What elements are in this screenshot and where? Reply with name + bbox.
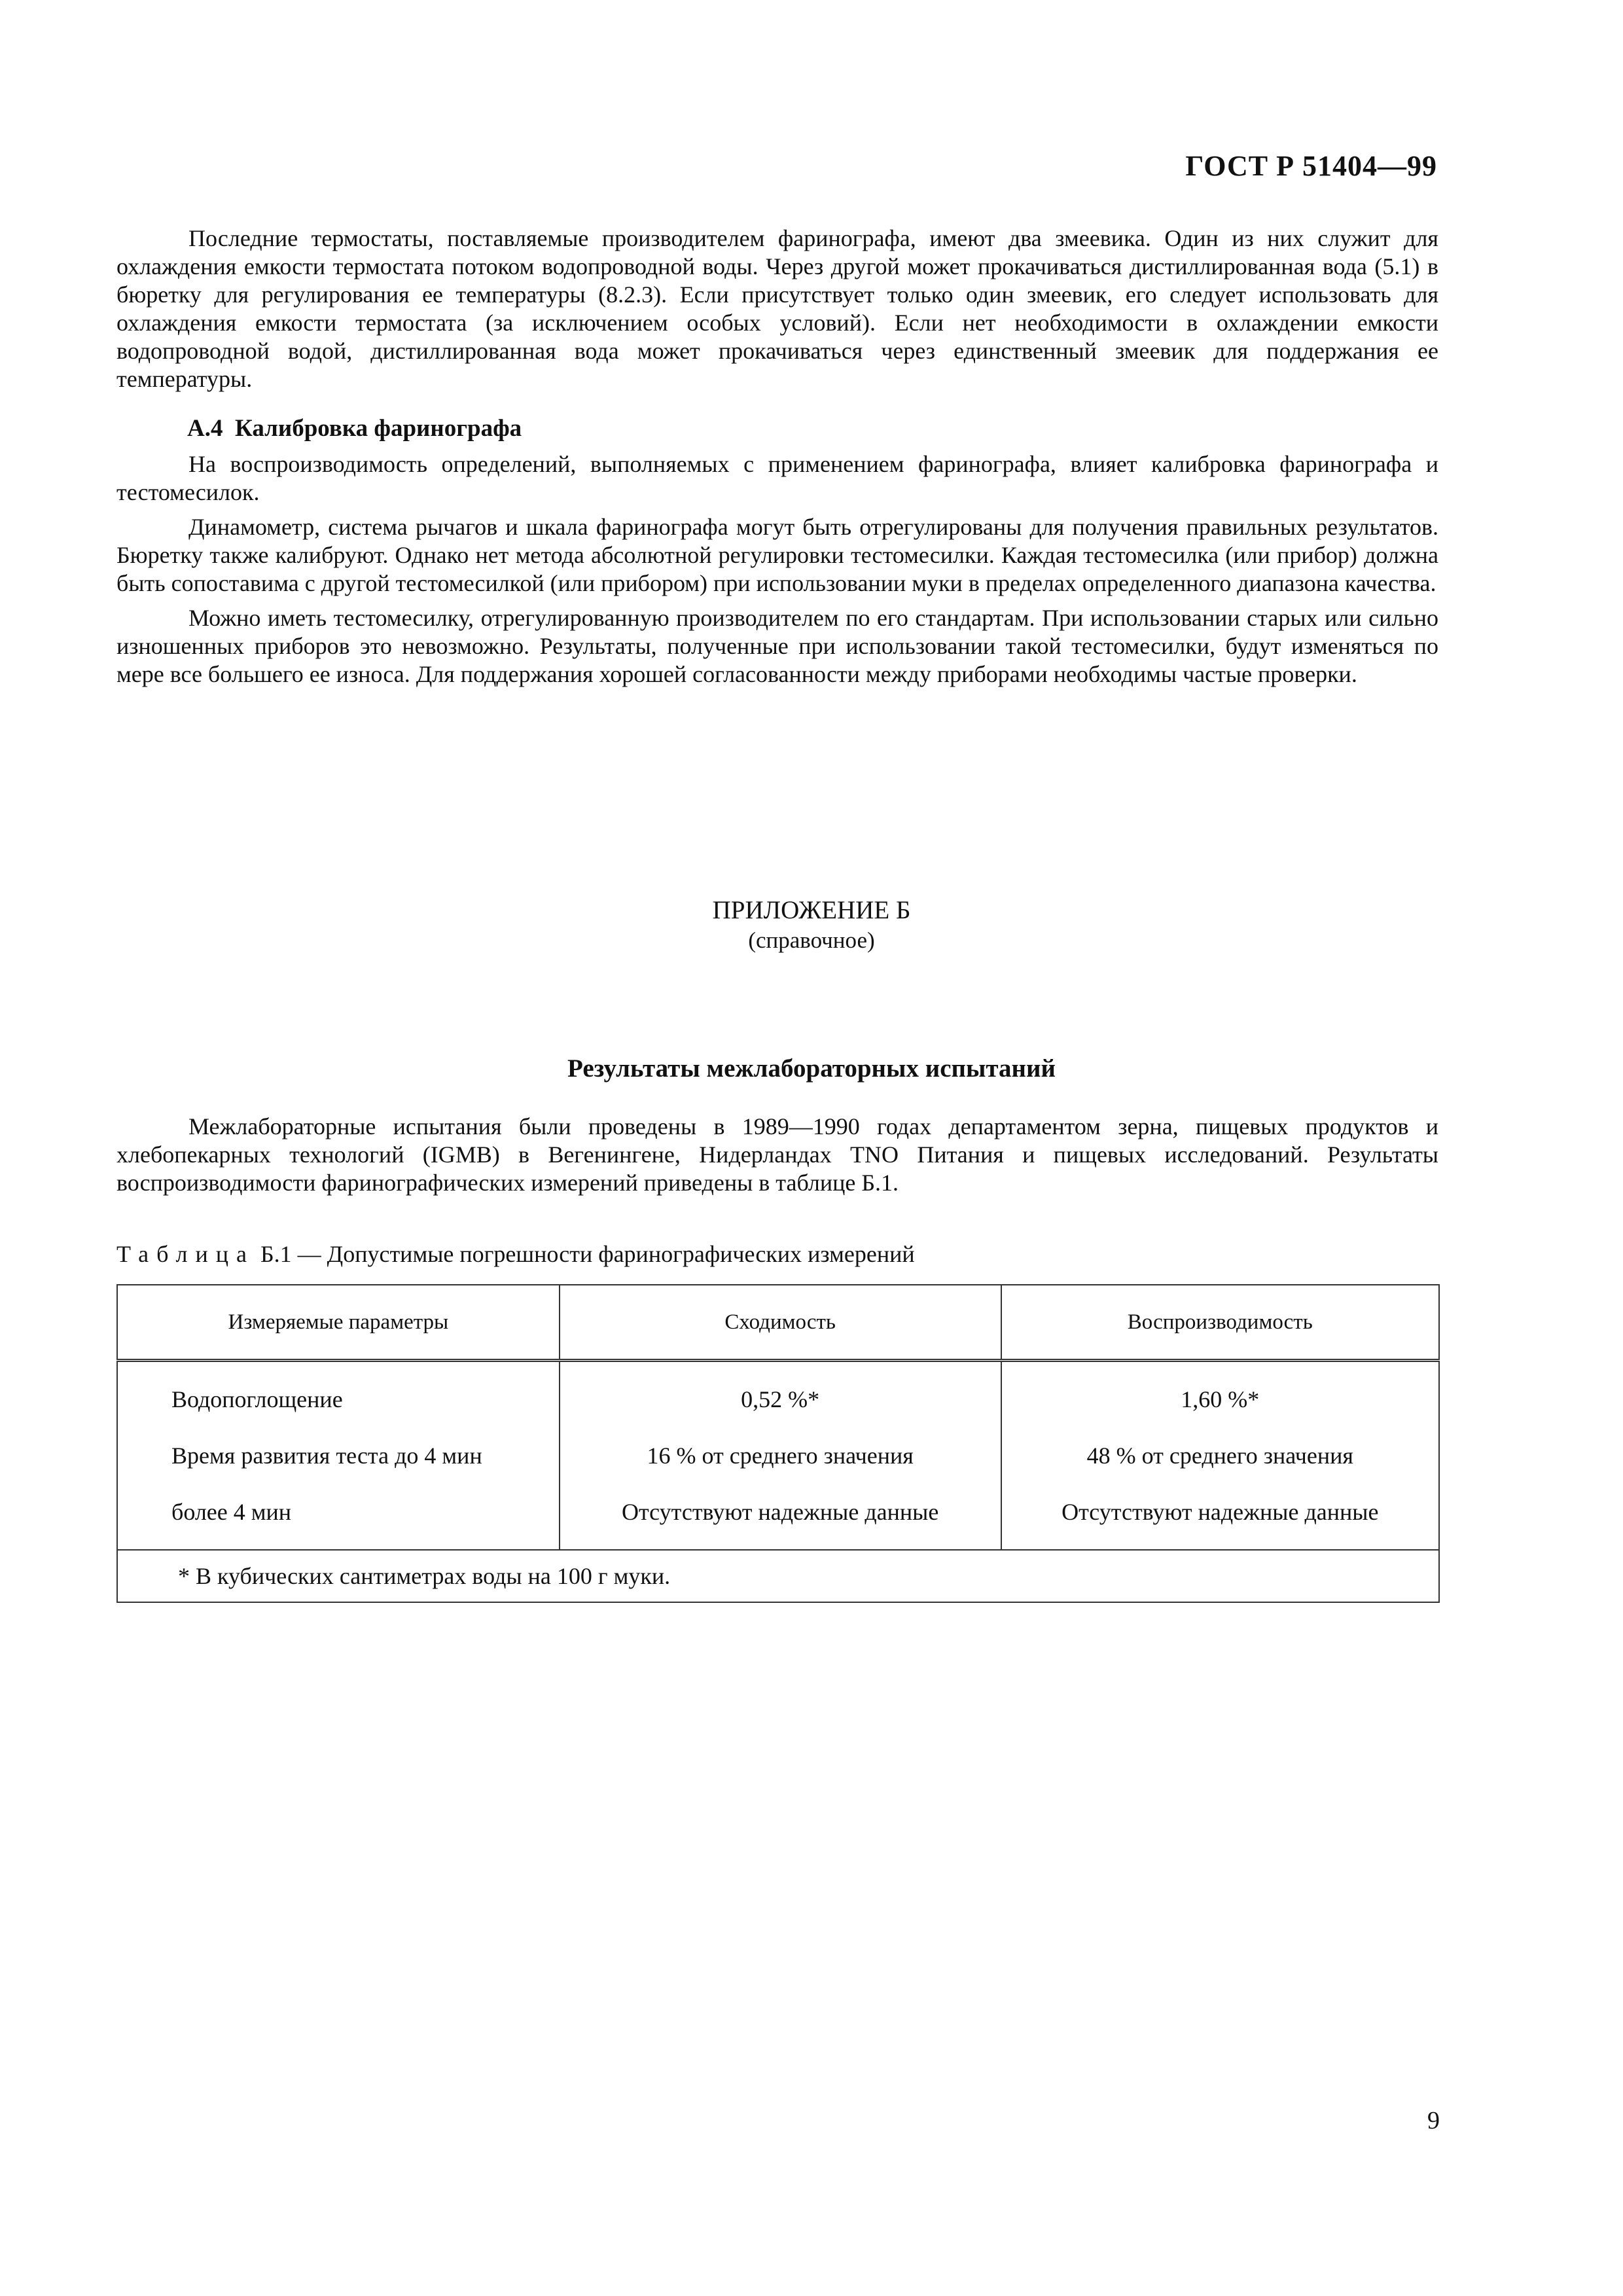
table-cell: Время развития теста до 4 мин: [117, 1427, 560, 1484]
table-caption-text: Б.1 — Допустимые погрешности фаринографических измерений: [254, 1241, 915, 1267]
paragraph-calibration-influence: На воспроизводимость определений, выполняемых с применением фаринографа, влияет калибровка фаринографа и тестомесилок.: [116, 451, 1438, 505]
appendix-heading: [0, 895, 1623, 956]
table-cell: 0,52 %*: [560, 1361, 1001, 1428]
results-title: Результаты межлабораторных испытаний: [567, 1054, 1056, 1083]
table-header-row: [117, 1285, 1439, 1361]
page-number: 9: [1427, 2107, 1440, 2134]
header-repeatability: Сходимость: [560, 1285, 1001, 1361]
header-parameters: Измеряемые параметры: [117, 1285, 560, 1361]
table-row: [117, 1484, 1439, 1550]
appendix-subtitle: (справочное): [748, 927, 875, 953]
table-cell: 16 % от среднего значения: [560, 1427, 1001, 1484]
table-footnote: * В кубических сантиметрах воды на 100 г муки.: [117, 1550, 1439, 1602]
table-cell: Отсутствуют надежные данные: [560, 1484, 1001, 1550]
table-caption-label: Таблица: [116, 1241, 255, 1267]
table-cell: Водопоглощение: [117, 1361, 560, 1428]
paragraph-mixer-standards: Можно иметь тестомесилку, отрегулированную производителем по его стандартам. При использовании старых или сильно изношенных приборов это невозможно. Результаты, полученные при использовании такой тестомесилки, будут изменяться по мере все большего ее износа. Для поддержания хорошей согласованности между приборами необходимы частые проверки.: [116, 605, 1438, 687]
table-cell: более 4 мин: [117, 1484, 560, 1550]
results-table: [116, 1284, 1440, 1603]
table-row: [117, 1427, 1439, 1484]
table-cell: 48 % от среднего значения: [1001, 1427, 1439, 1484]
table-cell: Отсутствуют надежные данные: [1001, 1484, 1439, 1550]
header-reproducibility: Воспроизводимость: [1001, 1285, 1439, 1361]
results-intro: Межлабораторные испытания были проведены в 1989—1990 годах департаментом зерна, пищевых продуктов и хлебопекарных технологий (IGMB) в Вегенингене, Нидерландах TNO Питания и пищевых исследований. Результаты воспроизводимости фаринографических измерений приведены в таблице Б.1.: [116, 1113, 1438, 1196]
section-title: Калибровка фаринографа: [234, 415, 522, 442]
section-a4-body: [116, 450, 1438, 689]
table-footnote-row: [117, 1550, 1439, 1602]
intro-section: [116, 224, 1438, 393]
paragraph-thermostats: Последние термостаты, поставляемые производителем фаринографа, имеют два змеевика. Один из них служит для охлаждения емкости термостата потоком водопроводной воды. Через другой может прокачиваться дистиллированная вода (5.1) в бюретку для регулирования ее температуры (8.2.3). Если присутствует только один змеевик, его следует использовать для охлаждения емкости термостата (за исключением особых условий). Если нет необходимости в охлаждении емкости водопроводной водой, дистиллированная вода может прокачиваться через единственный змеевик для поддержания ее температуры.: [116, 225, 1438, 392]
section-number: А.4: [187, 415, 223, 442]
appendix-title: ПРИЛОЖЕНИЕ Б: [712, 896, 911, 924]
paragraph-dynamometer: Динамометр, система рычагов и шкала фаринографа могут быть отрегулированы для получения правильных результатов. Бюретку также калибруют. Однако нет метода абсолютной регулировки тестомесилки. Каждая тестомесилка (или прибор) должна быть сопоставима с другой тестомесилкой (или прибором) при использовании муки в пределах определенного диапазона качества.: [116, 514, 1438, 596]
table-caption: [116, 1240, 915, 1268]
results-intro-block: [116, 1113, 1438, 1197]
table-cell: 1,60 %*: [1001, 1361, 1439, 1428]
section-a4-heading: [187, 414, 522, 442]
document-code: ГОСТ Р 51404—99: [1185, 150, 1437, 182]
table-row: [117, 1361, 1439, 1428]
